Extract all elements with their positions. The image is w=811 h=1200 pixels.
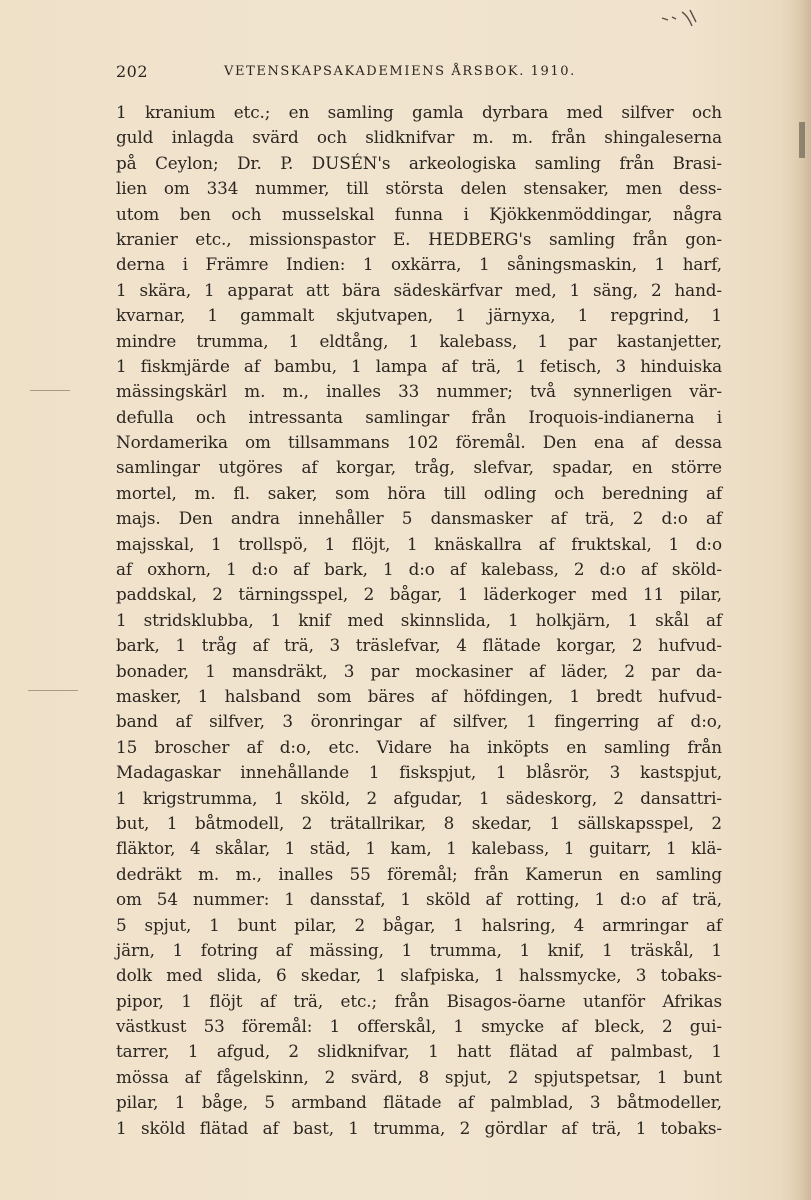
text-line: 1 stridsklubba, 1 knif med skinnslida, 1 holkjärn, 1 skål af <box>116 609 722 630</box>
text-line: mortel, m. fl. saker, som höra till odling och beredning af <box>116 482 722 503</box>
text-line: bark, 1 tråg af trä, 3 träslefvar, 4 flätade korgar, 2 hufvud- <box>116 635 722 656</box>
body-text <box>116 100 722 1141</box>
text-line: mindre trumma, 1 eldtång, 1 kalebass, 1 par kastanjetter, <box>116 330 722 351</box>
text-line: 1 sköld flätad af bast, 1 trumma, 2 gördlar af trä, 1 tobaks- <box>116 1117 722 1138</box>
pencil-scribble-mark <box>660 8 710 32</box>
text-line: på Ceylon; Dr. P. DUSÉN's arkeologiska samling från Brasi- <box>116 152 722 173</box>
text-line: fläktor, 4 skålar, 1 städ, 1 kam, 1 kalebass, 1 guitarr, 1 klä- <box>116 838 722 859</box>
text-line: paddskal, 2 tärningsspel, 2 bågar, 1 läderkoger med 11 pilar, <box>116 584 722 605</box>
text-line: bonader, 1 mansdräkt, 3 par mockasiner af läder, 2 par da- <box>116 660 722 681</box>
text-line: band af silfver, 3 öronringar af silfver, 1 fingerring af d:o, <box>116 711 722 732</box>
text-line: 1 fiskmjärde af bambu, 1 lampa af trä, 1 fetisch, 3 hinduiska <box>116 355 722 376</box>
text-line: dedräkt m. m., inalles 55 föremål; från Kamerun en samling <box>116 863 722 884</box>
text-line: kranier etc., missionspastor E. HEDBERG's samling från gon- <box>116 228 722 249</box>
text-line: tarrer, 1 afgud, 2 slidknifvar, 1 hatt flätad af palmbast, 1 <box>116 1041 722 1062</box>
text-line: Nordamerika om tillsammans 102 föremål. Den ena af dessa <box>116 432 722 453</box>
text-line: pilar, 1 båge, 5 armband flätade af palmblad, 3 båtmodeller, <box>116 1092 722 1113</box>
edge-stain <box>799 122 805 158</box>
text-line: majsskal, 1 trollspö, 1 flöjt, 1 knäskallra af fruktskal, 1 d:o <box>116 533 722 554</box>
text-line: mössa af fågelskinn, 2 svärd, 8 spjut, 2 spjutspetsar, 1 bunt <box>116 1066 722 1087</box>
page-header <box>116 62 726 82</box>
text-line: masker, 1 halsband som bäres af höfdingen, 1 bredt hufvud- <box>116 685 722 706</box>
text-line: utom ben och musselskal funna i Kjökkenmöddingar, några <box>116 203 722 224</box>
text-line: but, 1 båtmodell, 2 trätallrikar, 8 skedar, 1 sällskapsspel, 2 <box>116 812 722 833</box>
text-line: västkust 53 föremål: 1 offerskål, 1 smycke af bleck, 2 gui- <box>116 1016 722 1037</box>
text-line: dolk med slida, 6 skedar, 1 slafpiska, 1 halssmycke, 3 tobaks- <box>116 965 722 986</box>
text-line: af oxhorn, 1 d:o af bark, 1 d:o af kalebass, 2 d:o af sköld- <box>116 559 722 580</box>
text-line: defulla och intressanta samlingar från Iroquois-indianerna i <box>116 406 722 427</box>
left-margin-mark <box>30 390 70 391</box>
text-line: 1 skära, 1 apparat att bära sädeskärfvar med, 1 säng, 2 hand- <box>116 279 722 300</box>
text-line: 15 broscher af d:o, etc. Vidare ha inköpts en samling från <box>116 736 722 757</box>
text-line: 1 kranium etc.; en samling gamla dyrbara med silfver och <box>116 102 722 122</box>
text-line: järn, 1 fotring af mässing, 1 trumma, 1 knif, 1 träskål, 1 <box>116 939 722 960</box>
text-line: majs. Den andra innehåller 5 dansmasker af trä, 2 d:o af <box>116 508 722 529</box>
left-margin-mark <box>28 690 78 691</box>
text-line: om 54 nummer: 1 dansstaf, 1 sköld af rotting, 1 d:o af trä, <box>116 889 722 910</box>
text-line: kvarnar, 1 gammalt skjutvapen, 1 järnyxa, 1 repgrind, 1 <box>116 305 722 326</box>
page-edge-shadow <box>781 0 811 1200</box>
text-line: 1 krigstrumma, 1 sköld, 2 afgudar, 1 sädeskorg, 2 dansattri- <box>116 787 722 808</box>
text-line: pipor, 1 flöjt af trä, etc.; från Bisagos-öarne utanför Afrikas <box>116 990 722 1011</box>
text-line: guld inlagda svärd och slidknifvar m. m. från shingaleserna <box>116 127 722 148</box>
text-line: derna i Främre Indien: 1 oxkärra, 1 såningsmaskin, 1 harf, <box>116 254 722 275</box>
text-line: mässingskärl m. m., inalles 33 nummer; två synnerligen vär- <box>116 381 722 402</box>
text-line: 5 spjut, 1 bunt pilar, 2 bågar, 1 halsring, 4 armringar af <box>116 914 722 935</box>
text-line: samlingar utgöres af korgar, tråg, slefvar, spadar, en större <box>116 457 722 478</box>
text-line: lien om 334 nummer, till största delen stensaker, men dess- <box>116 178 722 199</box>
page-number: 202 <box>116 62 149 81</box>
running-head: VETENSKAPSAKADEMIENS ÅRSBOK. 1910. <box>224 64 576 79</box>
text-line: Madagaskar innehållande 1 fiskspjut, 1 blåsrör, 3 kastspjut, <box>116 762 722 783</box>
